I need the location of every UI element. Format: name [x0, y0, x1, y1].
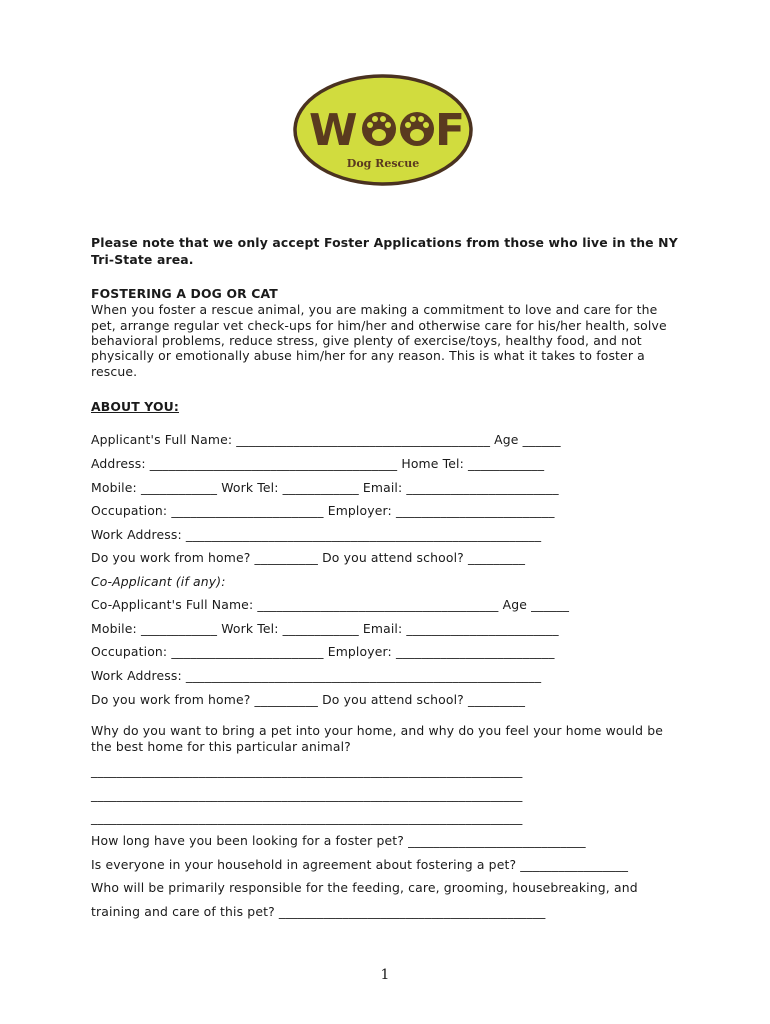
fostering-text-line: physically or emotionally abuse him/her for any reason. This is what it takes to foster a: [91, 348, 645, 363]
logo-subtitle: Dog Rescue: [346, 157, 420, 170]
mobile-work-email-field[interactable]: Mobile: ____________ Work Tel: ____________ Email: ________________________: [91, 480, 559, 495]
co-applicant-heading: Co-Applicant (if any):: [91, 574, 226, 589]
co-occupation-employer-field[interactable]: Occupation: ________________________ Employer: _________________________: [91, 644, 555, 659]
household-agreement-field[interactable]: Is everyone in your household in agreement about fostering a pet? _________________: [91, 857, 629, 872]
notice-line-1: Please note that we only accept Foster Applications from those who live in the NY: [91, 235, 678, 250]
logo-letter-f: F: [435, 105, 466, 156]
woof-dog-rescue-logo: [293, 74, 473, 186]
why-question-line-1: Why do you want to bring a pet into your home, and why do you feel your home would be: [91, 723, 664, 738]
address-home-tel-field[interactable]: Address: _______________________________________ Home Tel: ____________: [91, 456, 545, 471]
how-long-looking-field[interactable]: How long have you been looking for a foster pet? ____________________________: [91, 833, 586, 848]
fostering-heading: FOSTERING A DOG OR CAT: [91, 286, 278, 301]
about-you-heading: ABOUT YOU:: [91, 399, 179, 414]
paw-icon: [362, 112, 396, 146]
responsibility-field[interactable]: training and care of this pet? __________________________________________: [91, 904, 546, 919]
why-question-line-2: the best home for this particular animal?: [91, 739, 351, 754]
work-home-school-field[interactable]: Do you work from home? __________ Do you attend school? _________: [91, 550, 526, 565]
responsibility-question-line-1: Who will be primarily responsible for the feeding, care, grooming, housebreaking, and: [91, 880, 638, 895]
page-number: 1: [380, 967, 390, 983]
why-answer-line[interactable]: ____________________________________________________________________: [91, 763, 523, 778]
occupation-employer-field[interactable]: Occupation: ________________________ Employer: _________________________: [91, 503, 555, 518]
applicant-name-age-field[interactable]: Applicant's Full Name: ________________________________________ Age ______: [91, 432, 561, 447]
why-answer-line[interactable]: ____________________________________________________________________: [91, 787, 523, 802]
co-work-address-field[interactable]: Work Address: ________________________________________________________: [91, 668, 542, 683]
co-applicant-name-age-field[interactable]: Co-Applicant's Full Name: ______________________________________ Age ______: [91, 597, 570, 612]
fostering-text-line: behavioral problems, reduce stress, give plenty of exercise/toys, healthy food, and not: [91, 333, 642, 348]
notice-line-2: Tri-State area.: [91, 252, 194, 267]
fostering-text-line: rescue.: [91, 364, 138, 379]
co-work-home-school-field[interactable]: Do you work from home? __________ Do you attend school? _________: [91, 692, 526, 707]
work-address-field[interactable]: Work Address: ________________________________________________________: [91, 527, 542, 542]
paw-icon: [400, 112, 434, 146]
why-answer-line[interactable]: ____________________________________________________________________: [91, 810, 523, 825]
fostering-text-line: pet, arrange regular vet check-ups for him/her and otherwise care for his/her health, solve: [91, 318, 667, 333]
logo-letter-w: W: [309, 105, 358, 156]
co-mobile-work-email-field[interactable]: Mobile: ____________ Work Tel: ____________ Email: ________________________: [91, 621, 559, 636]
fostering-text-line: When you foster a rescue animal, you are making a commitment to love and care for the: [91, 302, 658, 317]
